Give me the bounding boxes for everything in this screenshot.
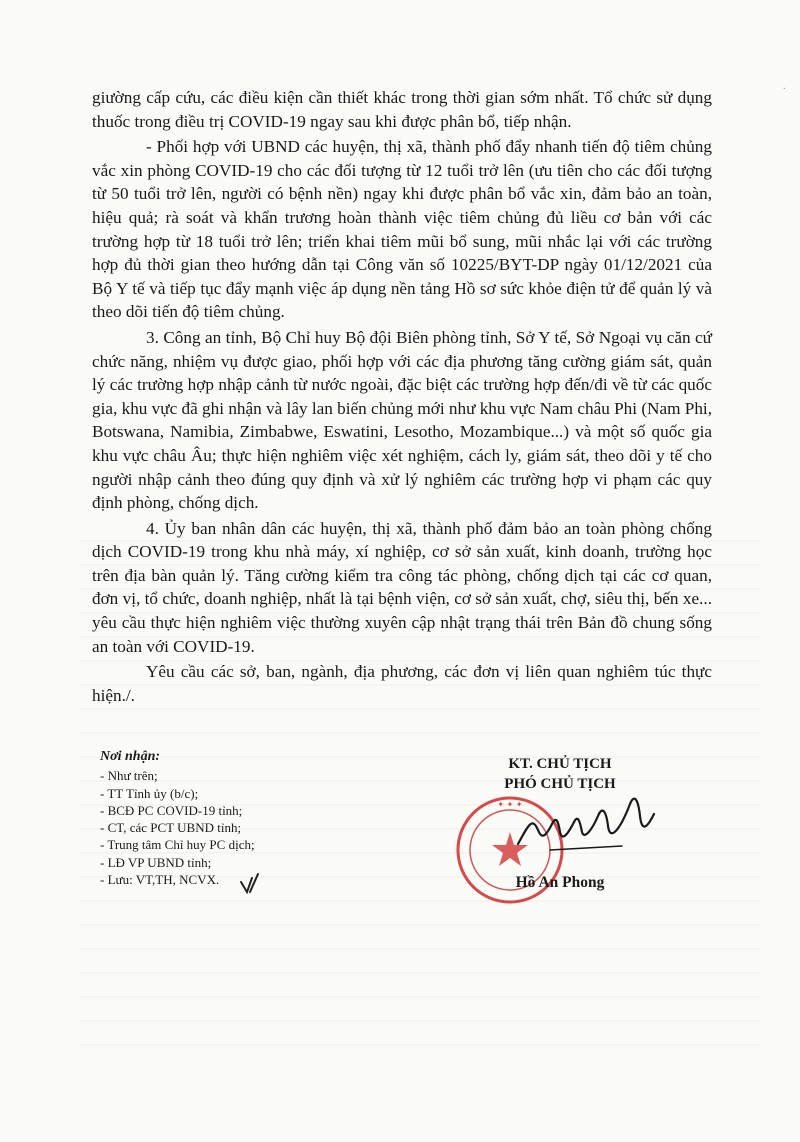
paragraph-item-3: 3. Công an tỉnh, Bộ Chỉ huy Bộ đội Biên phòng tỉnh, Sở Y tế, Sở Ngoại vụ căn cứ chức năng, nhiệm vụ được giao, phối hợp với các địa phương tăng cường giám sát, quản lý các trường hợp nhập cảnh từ nước ngoài, đặc biệt các trường hợp đến/đi về từ các quốc gia, khu vực đã ghi nhận và lây lan biến chủng mới như khu vực Nam châu Phi (Nam Phi, Botswana, Namibia, Zimbabwe, Eswatini, Lesotho, Mozambique...) và một số quốc gia khu vực châu Âu; thực hiện nghiêm việc xét nghiệm, cách ly, giám sát, theo dõi y tế cho người nhập cảnh theo đúng quy định và xử lý nghiêm các trường hợp vi phạm các quy định phòng, chống dịch.	[92, 327, 712, 513]
signature-title-line2: PHÓ CHỦ TỊCH	[504, 776, 616, 792]
signature-title-line1: KT. CHỦ TỊCH	[508, 756, 612, 772]
recipient-item: - CT, các PCT UBND tỉnh;	[100, 820, 242, 836]
paragraph-item-4: 4. Ủy ban nhân dân các huyện, thị xã, thành phố đảm bảo an toàn phòng chống dịch COVID-19 trong khu nhà máy, xí nghiệp, cơ sở sản xuất, kinh doanh, trường học trên địa bàn quản lý. Tăng cường kiểm tra công tác phòng, chống dịch tại các cơ quan, đơn vị, tổ chức, doanh nghiệp, nhất là tại bệnh viện, cơ sở sản xuất, chợ, siêu thị, bến xe... yêu cầu thực hiện nghiêm việc thường xuyên cập nhật trạng thái trên Bản đồ chung sống an toàn với COVID-19.	[92, 518, 712, 656]
recipient-item: - LĐ VP UBND tỉnh;	[100, 854, 212, 870]
recipient-item: - TT Tỉnh ủy (b/c);	[100, 785, 199, 801]
paragraph-continuation: giường cấp cứu, các điều kiện cần thiết khác trong thời gian sớm nhất. Tổ chức sử dụng thuốc trong điều trị COVID-19 ngay sau khi được phân bổ, tiếp nhận.	[92, 88, 712, 131]
paragraph-closing: Yêu cầu các sở, ban, ngành, địa phương, các đơn vị liên quan nghiêm túc thực hiện./.	[92, 662, 712, 705]
svg-text:✦ ✦ ✦: ✦ ✦ ✦	[497, 800, 523, 809]
recipients-heading: Nơi nhận:	[100, 749, 161, 764]
document-body	[92, 86, 712, 709]
handwritten-signature-icon	[510, 786, 660, 866]
initial-mark-icon	[238, 870, 264, 896]
recipients-block	[100, 748, 430, 888]
signature-block	[470, 756, 650, 906]
recipient-item: - BCĐ PC COVID-19 tỉnh;	[100, 802, 243, 818]
scan-edge-mark: ·	[782, 84, 786, 95]
recipient-item: - Như trên;	[100, 768, 158, 784]
recipients-list	[100, 767, 430, 888]
paragraph-vaccination: - Phối hợp với UBND các huyện, thị xã, thành phố đẩy nhanh tiến độ tiêm chủng vắc xin phòng COVID-19 cho các đối tượng từ 12 tuổi trở lên (ưu tiên cho các đối tượng từ 50 tuổi trở lên, người có bệnh nền) ngay khi được phân bổ vắc xin, đảm bảo an toàn, hiệu quả; rà soát và khẩn trương hoàn thành việc tiêm chủng đủ liều cơ bản với các trường hợp từ 18 tuổi trở lên; triển khai tiêm mũi bổ sung, mũi nhắc lại với các trường hợp đủ thời gian theo hướng dẫn tại Công văn số 10225/BYT-DP ngày 01/12/2021 của Bộ Y tế và tiếp tục đẩy mạnh việc áp dụng nền tảng Hồ sơ sức khỏe điện tử để quản lý và theo dõi tiến độ tiêm chủng.	[92, 137, 712, 322]
recipient-item: - Trung tâm Chỉ huy PC dịch;	[100, 837, 255, 853]
signer-name: Hồ An Phong	[515, 874, 605, 891]
recipient-item: - Lưu: VT,TH, NCVX.	[100, 872, 220, 888]
